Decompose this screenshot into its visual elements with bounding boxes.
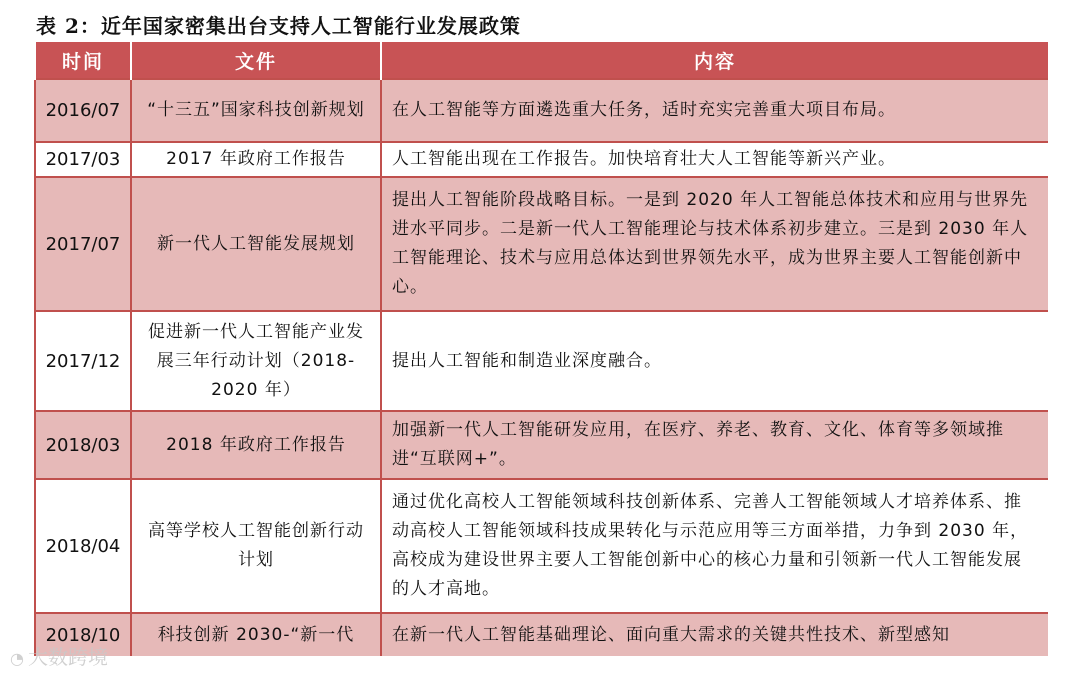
row-time: 2017/07 [35,177,131,311]
row-content: 在人工智能等方面遴选重大任务，适时充实完善重大项目布局。 [381,79,1048,142]
header-file: 文件 [131,42,381,79]
watermark [10,641,108,670]
row-file: 2017 年政府工作报告 [131,142,381,177]
row-file: 促进新一代人工智能产业发展三年行动计划（2018-2020 年） [131,311,381,411]
row-time: 2018/04 [35,479,131,613]
row-file: 2018 年政府工作报告 [131,411,381,479]
row-file: 高等学校人工智能创新行动计划 [131,479,381,613]
row-content: 在新一代人工智能基础理论、面向重大需求的关键共性技术、新型感知 [381,613,1048,656]
row-file: 科技创新 2030-“新一代 [131,613,381,656]
row-file: 新一代人工智能发展规划 [131,177,381,311]
policy-table-container [34,42,1048,656]
watermark-text: 大数跨境 [27,645,108,669]
row-file: “十三五”国家科技创新规划 [131,79,381,142]
row-time: 2016/07 [35,79,131,142]
table-row [35,177,1048,311]
header-time: 时间 [35,42,131,79]
row-time: 2017/12 [35,311,131,411]
row-content: 通过优化高校人工智能领域科技创新体系、完善人工智能领域人才培养体系、推动高校人工智能领域科技成果转化与示范应用等三方面举措，力争到 2030 年，高校成为建设世界主要人工智能创新中心的核心力量和引领新一代人工智能发展的人才高地。 [381,479,1048,613]
row-time: 2017/03 [35,142,131,177]
row-time: 2018/03 [35,411,131,479]
row-content: 提出人工智能和制造业深度融合。 [381,311,1048,411]
row-content: 提出人工智能阶段战略目标。一是到 2020 年人工智能总体技术和应用与世界先进水平同步。二是新一代人工智能理论与技术体系初步建立。三是到 2030 年人工智能理论、技术与应用总体达到世界领先水平，成为世界主要人工智能创新中心。 [381,177,1048,311]
header-content: 内容 [381,42,1048,79]
logo-icon: ◔ [10,649,24,668]
table-row [35,79,1048,142]
table-row [35,311,1048,411]
policy-table [34,42,1048,656]
table-header-row [35,42,1048,79]
table-row [35,479,1048,613]
table-caption: 表 2：近年国家密集出台支持人工智能行业发展政策 [36,14,521,38]
table-row [35,142,1048,177]
row-content: 加强新一代人工智能研发应用，在医疗、养老、教育、文化、体育等多领域推进“互联网+”。 [381,411,1048,479]
table-row [35,411,1048,479]
table-row [35,613,1048,656]
row-content: 人工智能出现在工作报告。加快培育壮大人工智能等新兴产业。 [381,142,1048,177]
row-time: 2018/10 [35,613,131,656]
